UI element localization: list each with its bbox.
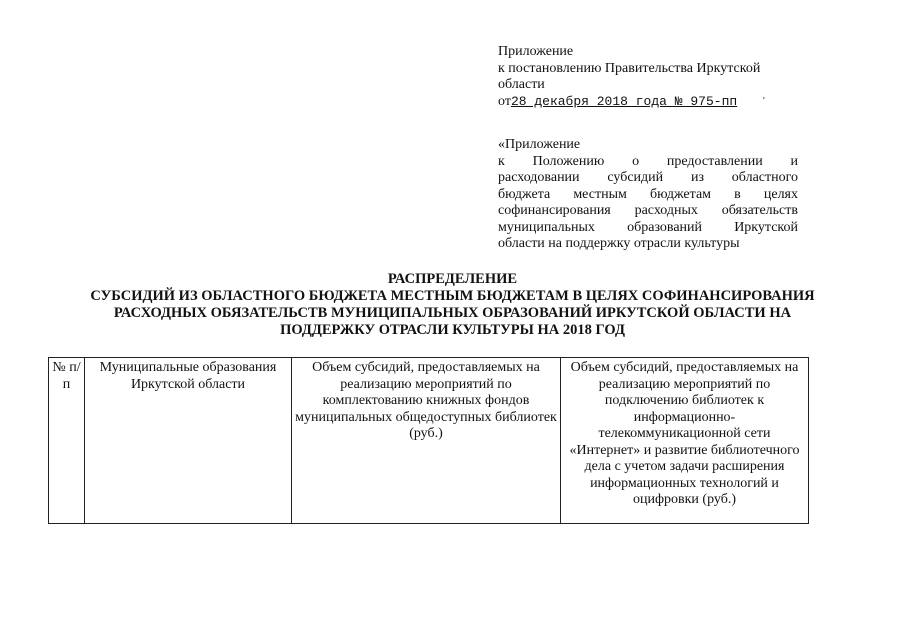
date-prefix: от — [498, 93, 511, 109]
title-line-1: РАСПРЕДЕЛЕНИЕ — [387, 271, 518, 287]
table-header-row — [49, 358, 809, 524]
regulation-line-6: муниципальных образований Иркутской — [498, 219, 798, 235]
regulation-line-4: бюджета местным бюджетам в целях — [498, 186, 798, 202]
appendix-line-2: к постановлению Правительства Иркутской — [498, 60, 761, 76]
regulation-line-1: «Приложение — [498, 137, 581, 152]
regulation-line-5: софинансирования расходных обязательств — [498, 203, 798, 218]
appendix-line-3: области — [498, 77, 545, 92]
column-header-internet-subsidy: Объем субсидий, предоставляемых на реализацию мероприятий по подключению библиотек к информационно-телекоммуникационной сети «Интернет» и развитие библиотечного дела с учетом задачи расширения информационных технологий и оцифровки (руб.) — [561, 358, 809, 524]
column-header-book-funds-subsidy: Объем субсидий, предоставляемых на реализацию мероприятий по комплектованию книжных фондов муниципальных общедоступных библиотек (руб.) — [292, 358, 561, 524]
regulation-header — [498, 137, 798, 253]
title-line-4: ПОДДЕРЖКУ ОТРАСЛИ КУЛЬТУРЫ НА 2018 ГОД — [280, 322, 625, 338]
title-line-2: СУБСИДИЙ ИЗ ОБЛАСТНОГО БЮДЖЕТА МЕСТНЫМ БЮДЖЕТАМ В ЦЕЛЯХ СОФИНАНСИРОВАНИЯ — [90, 288, 815, 304]
regulation-line-3: расходовании субсидий из областного — [498, 170, 798, 185]
resolution-date-number: 28 декабря 2018 года № 975-пп — [510, 93, 738, 109]
regulation-line-7: области на поддержку отрасли культуры — [498, 236, 740, 251]
document-title — [40, 271, 865, 339]
resolution-date-line — [498, 94, 798, 111]
stray-mark: ' — [763, 96, 765, 107]
appendix-line-1: Приложение — [498, 44, 574, 59]
distribution-table — [48, 357, 809, 524]
column-header-municipality: Муниципальные образования Иркутской области — [85, 358, 292, 524]
column-header-number: № п/п — [49, 358, 85, 524]
title-line-3: РАСХОДНЫХ ОБЯЗАТЕЛЬСТВ МУНИЦИПАЛЬНЫХ ОБРАЗОВАНИЙ ИРКУТСКОЙ ОБЛАСТИ НА — [113, 305, 792, 321]
appendix-header — [498, 44, 798, 110]
regulation-line-2: к Положению о предоставлении и — [498, 153, 798, 169]
